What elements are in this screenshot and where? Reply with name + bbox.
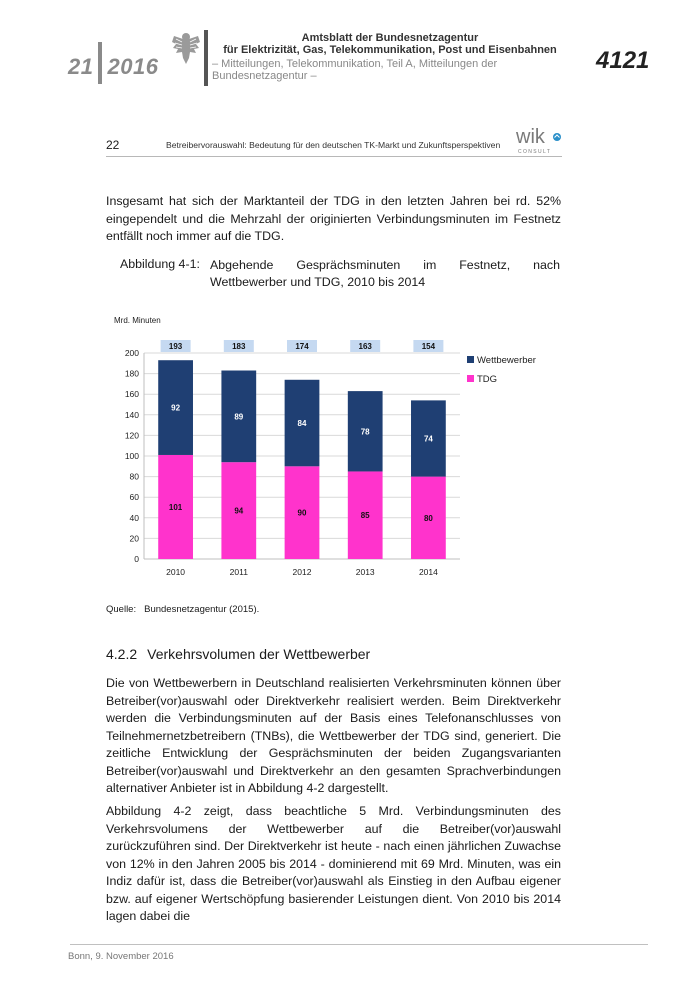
issue-no: 21 xyxy=(68,53,94,79)
section-heading xyxy=(106,646,370,662)
wik-consult-logo xyxy=(516,126,566,156)
source-label: Quelle: xyxy=(106,604,137,615)
section-number: 4.2.2 xyxy=(106,646,138,662)
gazette-title-line2: für Elektrizität, Gas, Telekommunikation, Post und Eisenbahnen xyxy=(223,44,557,56)
figure-caption: Abgehende Gesprächsminuten im Festnetz, nach Wettbewerber und TDG, 2010 bis 2014 xyxy=(210,258,560,289)
y-tick-label: 80 xyxy=(129,471,139,482)
paragraph-1: Insgesamt hat sich der Marktanteil der TDG in den letzten Jahren bei rd. 52% eingependelt und die Mehrzahl der originierten Verbindungsminuten im Festnetz entfällt noch immer auf die TDG. xyxy=(106,194,561,243)
y-tick-label: 0 xyxy=(134,554,139,564)
gazette-title-line1: Amtsblatt der Bundesnetzagentur xyxy=(301,32,479,44)
figure-source xyxy=(106,604,259,615)
y-tick-label: 20 xyxy=(129,533,139,544)
y-tick-label: 100 xyxy=(124,451,139,461)
x-tick-label: 2012 xyxy=(292,567,312,577)
wik-logo-sub: C O N S U L T xyxy=(518,149,550,155)
gazette-subtitle: – Mitteilungen, Telekommunikation, Teil A, Mitteilungen der Bundesnetzagentur – xyxy=(212,58,498,82)
federal-eagle-icon xyxy=(170,30,202,66)
x-tick-label: 2014 xyxy=(418,567,438,577)
legend-label-wettbewerber: Wettbewerber xyxy=(477,355,536,366)
y-tick-label: 140 xyxy=(124,409,139,420)
data-label-tdg: 85 xyxy=(360,511,370,521)
y-tick-label: 180 xyxy=(124,368,139,379)
y-tick-label: 200 xyxy=(124,348,139,358)
section-title: Verkehrsvolumen der Wettbewerber xyxy=(147,646,371,662)
wik-logo-text: wik xyxy=(516,126,545,148)
inner-page-number: 22 xyxy=(106,138,120,152)
data-label-wettbewerber: 84 xyxy=(297,419,307,429)
y-tick-label: 40 xyxy=(129,512,139,523)
data-label-tdg: 101 xyxy=(168,502,183,512)
data-label-tdg: 90 xyxy=(297,508,307,518)
x-tick-label: 2010 xyxy=(166,567,186,577)
paragraph-3: Abbildung 4-2 zeigt, dass beachtliche 5 Mrd. Verbindungsminuten des Verkehrsvolumens der Wettbewerber auf die Betreiber(vor)auswahl zurückzuführen sind. Der Direktverkehr ist heute - nach einen jährlichen Zuwachse von 12% in den Jahren 2005 bis 2014 - dominierend mit 69 Mrd. Minuten, was ein Indiz dafür ist, dass die Betreiber(vor)auswahl als Einstieg in den Aufbau eigener bzw. auf eigener Wertschöpfung basierender Leistungen dient. Von 2010 bis 2014 lagen dabei die xyxy=(106,804,561,923)
data-label-tdg: 80 xyxy=(423,513,433,523)
source-text: Bundesnetzagentur (2015). xyxy=(144,604,260,615)
data-label-wettbewerber: 78 xyxy=(360,427,370,437)
total-label: 193 xyxy=(168,342,183,351)
y-tick-label: 60 xyxy=(129,492,139,503)
gazette-title xyxy=(220,32,560,56)
stacked-bar-chart xyxy=(110,312,560,582)
data-label-tdg: 94 xyxy=(234,506,244,516)
legend-swatch-wettbewerber xyxy=(467,356,474,363)
y-tick-label: 120 xyxy=(124,430,139,441)
issue-number xyxy=(68,47,158,89)
figure-label: Abbildung 4-1: xyxy=(120,257,200,271)
x-tick-label: 2011 xyxy=(229,567,248,577)
paragraph-2: Die von Wettbewerbern in Deutschland realisierten Verkehrsminuten können über Betreiber(vor)auswahl oder Direktverkehr realisiert werden. Beim Direktverkehr werden die Verbindungsminuten auf der Basis eines Telefonanschlusses von Teilnehmernetzbetreibern (TNBs), die Wettbewerber der TDG sind, generiert. Die zeitliche Entwicklung der Gesprächsminuten der beiden Zugangsvarianten Betreiber(vor)auswahl und Direktverkehr an den gesamten Sprachverbindungen alternativer Anbieter ist in Abbildung 4-2 dargestellt. xyxy=(106,676,561,795)
header-bar xyxy=(204,30,208,86)
data-label-wettbewerber: 92 xyxy=(171,403,181,413)
total-label: 183 xyxy=(232,342,246,351)
issue-year: 2016 xyxy=(107,53,159,79)
total-label: 163 xyxy=(358,342,372,351)
y-axis-label: Mrd. Minuten xyxy=(114,316,161,325)
total-label: 154 xyxy=(421,342,436,351)
data-label-wettbewerber: 74 xyxy=(423,434,433,444)
legend-swatch-tdg xyxy=(467,375,474,382)
x-tick-label: 2013 xyxy=(355,567,375,577)
inner-header-rule xyxy=(106,156,562,157)
issue-separator xyxy=(98,42,102,84)
legend-label-tdg: TDG xyxy=(477,374,498,385)
footer-rule xyxy=(70,944,648,945)
footer-date: Bonn, 9. November 2016 xyxy=(68,951,174,962)
inner-header-title: Betreibervorauswahl: Bedeutung für den deutschen TK-Markt und Zukunftsperspektiven xyxy=(166,140,501,150)
wik-logo-dot-icon xyxy=(553,133,561,141)
y-tick-label: 160 xyxy=(124,389,139,400)
total-label: 174 xyxy=(295,342,309,351)
page-number: 4121 xyxy=(596,47,650,74)
data-label-wettbewerber: 89 xyxy=(234,412,244,422)
